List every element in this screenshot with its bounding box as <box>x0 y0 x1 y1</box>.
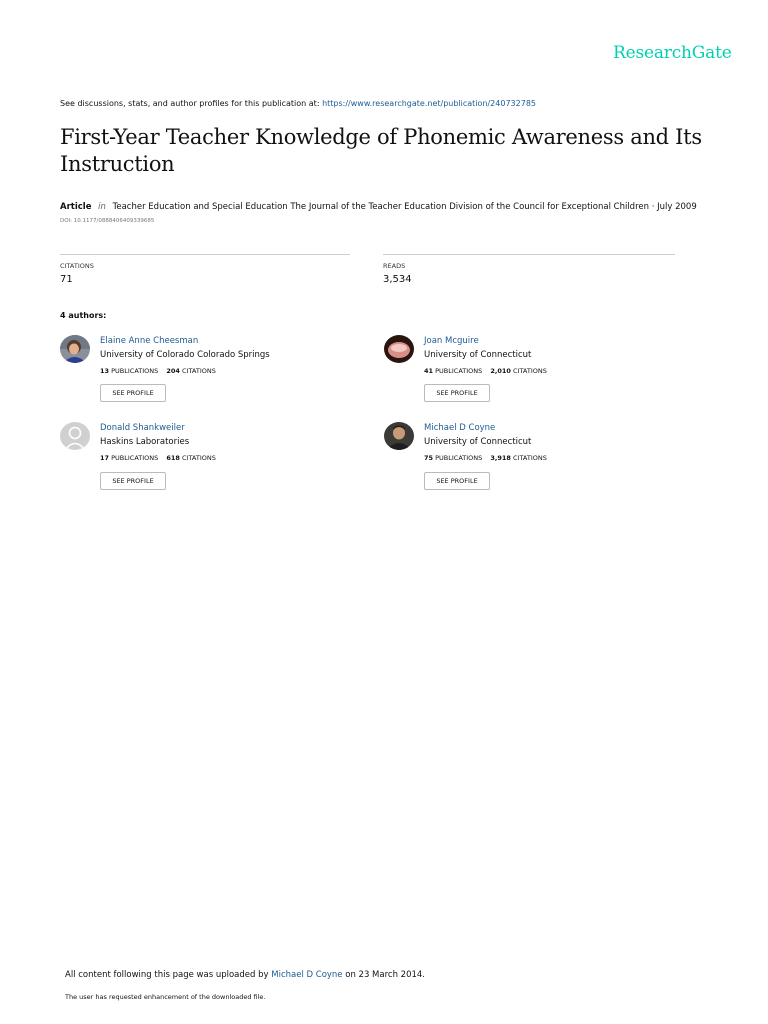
article-venue-line <box>60 202 697 212</box>
citations-count: 618 <box>166 454 180 462</box>
enhancement-note: The user has requested enhancement of the downloaded file. <box>65 993 266 1001</box>
see-discussions-text: See discussions, stats, and author profiles for this publication at: <box>60 99 320 108</box>
citations-label: CITATIONS <box>513 454 547 462</box>
author-photo-icon <box>384 335 414 363</box>
upload-date: on 23 March 2014. <box>345 970 426 980</box>
citations-count: 2,010 <box>490 367 511 375</box>
citations-count: 71 <box>60 274 73 285</box>
author-name[interactable]: Joan Mcguire <box>424 336 479 346</box>
author-stats <box>424 367 547 375</box>
reads-count: 3,534 <box>383 274 412 285</box>
publication-url-link[interactable]: https://www.researchgate.net/publication/240732785 <box>322 99 536 108</box>
author-stats <box>100 367 216 375</box>
author-stats <box>100 454 216 462</box>
upload-prefix: All content following this page was uploaded by <box>65 970 269 980</box>
author-photo-icon <box>384 422 414 450</box>
citations-divider <box>60 254 350 255</box>
citations-label: CITATIONS <box>182 454 216 462</box>
author-photo-icon <box>60 335 90 363</box>
author-stats <box>424 454 547 462</box>
doi-text: DOI: 10.1177/0888406409339685 <box>60 218 155 224</box>
authors-heading: 4 authors: <box>60 311 107 320</box>
citations-label: CITATIONS <box>513 367 547 375</box>
publications-count: 17 <box>100 454 110 462</box>
researchgate-logo[interactable]: ResearchGate <box>613 43 732 63</box>
author-card <box>60 335 360 405</box>
citations-label: CITATIONS <box>182 367 216 375</box>
title-line-1: First-Year Teacher Knowledge of Phonemic Awareness and Its <box>60 125 702 149</box>
author-card <box>384 335 684 405</box>
in-word: in <box>98 202 106 212</box>
publications-label: PUBLICATIONS <box>111 367 159 375</box>
upload-notice <box>65 970 425 980</box>
author-institution: University of Colorado Colorado Springs <box>100 350 270 360</box>
uploader-link[interactable]: Michael D Coyne <box>271 970 343 980</box>
citations-count: 3,918 <box>490 454 511 462</box>
reads-label: READS <box>383 262 406 270</box>
author-name[interactable]: Michael D Coyne <box>424 423 496 433</box>
publications-count: 41 <box>424 367 434 375</box>
see-profile-button[interactable]: SEE PROFILE <box>100 384 166 402</box>
publication-title <box>60 124 720 178</box>
default-avatar-icon <box>60 422 90 450</box>
author-avatar[interactable] <box>60 335 90 363</box>
author-avatar[interactable] <box>60 422 90 450</box>
publication-type: Article <box>60 202 92 212</box>
publications-label: PUBLICATIONS <box>435 367 483 375</box>
publications-label: PUBLICATIONS <box>435 454 483 462</box>
author-name[interactable]: Elaine Anne Cheesman <box>100 336 199 346</box>
author-avatar[interactable] <box>384 335 414 363</box>
author-card <box>384 422 684 492</box>
author-institution: University of Connecticut <box>424 437 532 447</box>
reads-divider <box>383 254 675 255</box>
publication-venue: Teacher Education and Special Education The Journal of the Teacher Education Division of the Council for Exceptional Children · July 2009 <box>112 202 697 212</box>
see-profile-button[interactable]: SEE PROFILE <box>424 472 490 490</box>
title-line-2: Instruction <box>60 152 175 176</box>
see-profile-button[interactable]: SEE PROFILE <box>100 472 166 490</box>
author-avatar[interactable] <box>384 422 414 450</box>
publications-count: 13 <box>100 367 110 375</box>
author-institution: University of Connecticut <box>424 350 532 360</box>
author-card <box>60 422 360 492</box>
publications-label: PUBLICATIONS <box>111 454 159 462</box>
citations-label: CITATIONS <box>60 262 94 270</box>
see-discussions-line <box>60 99 536 108</box>
author-institution: Haskins Laboratories <box>100 437 190 447</box>
author-name[interactable]: Donald Shankweiler <box>100 423 185 433</box>
citations-count: 204 <box>166 367 180 375</box>
publications-count: 75 <box>424 454 434 462</box>
see-profile-button[interactable]: SEE PROFILE <box>424 384 490 402</box>
